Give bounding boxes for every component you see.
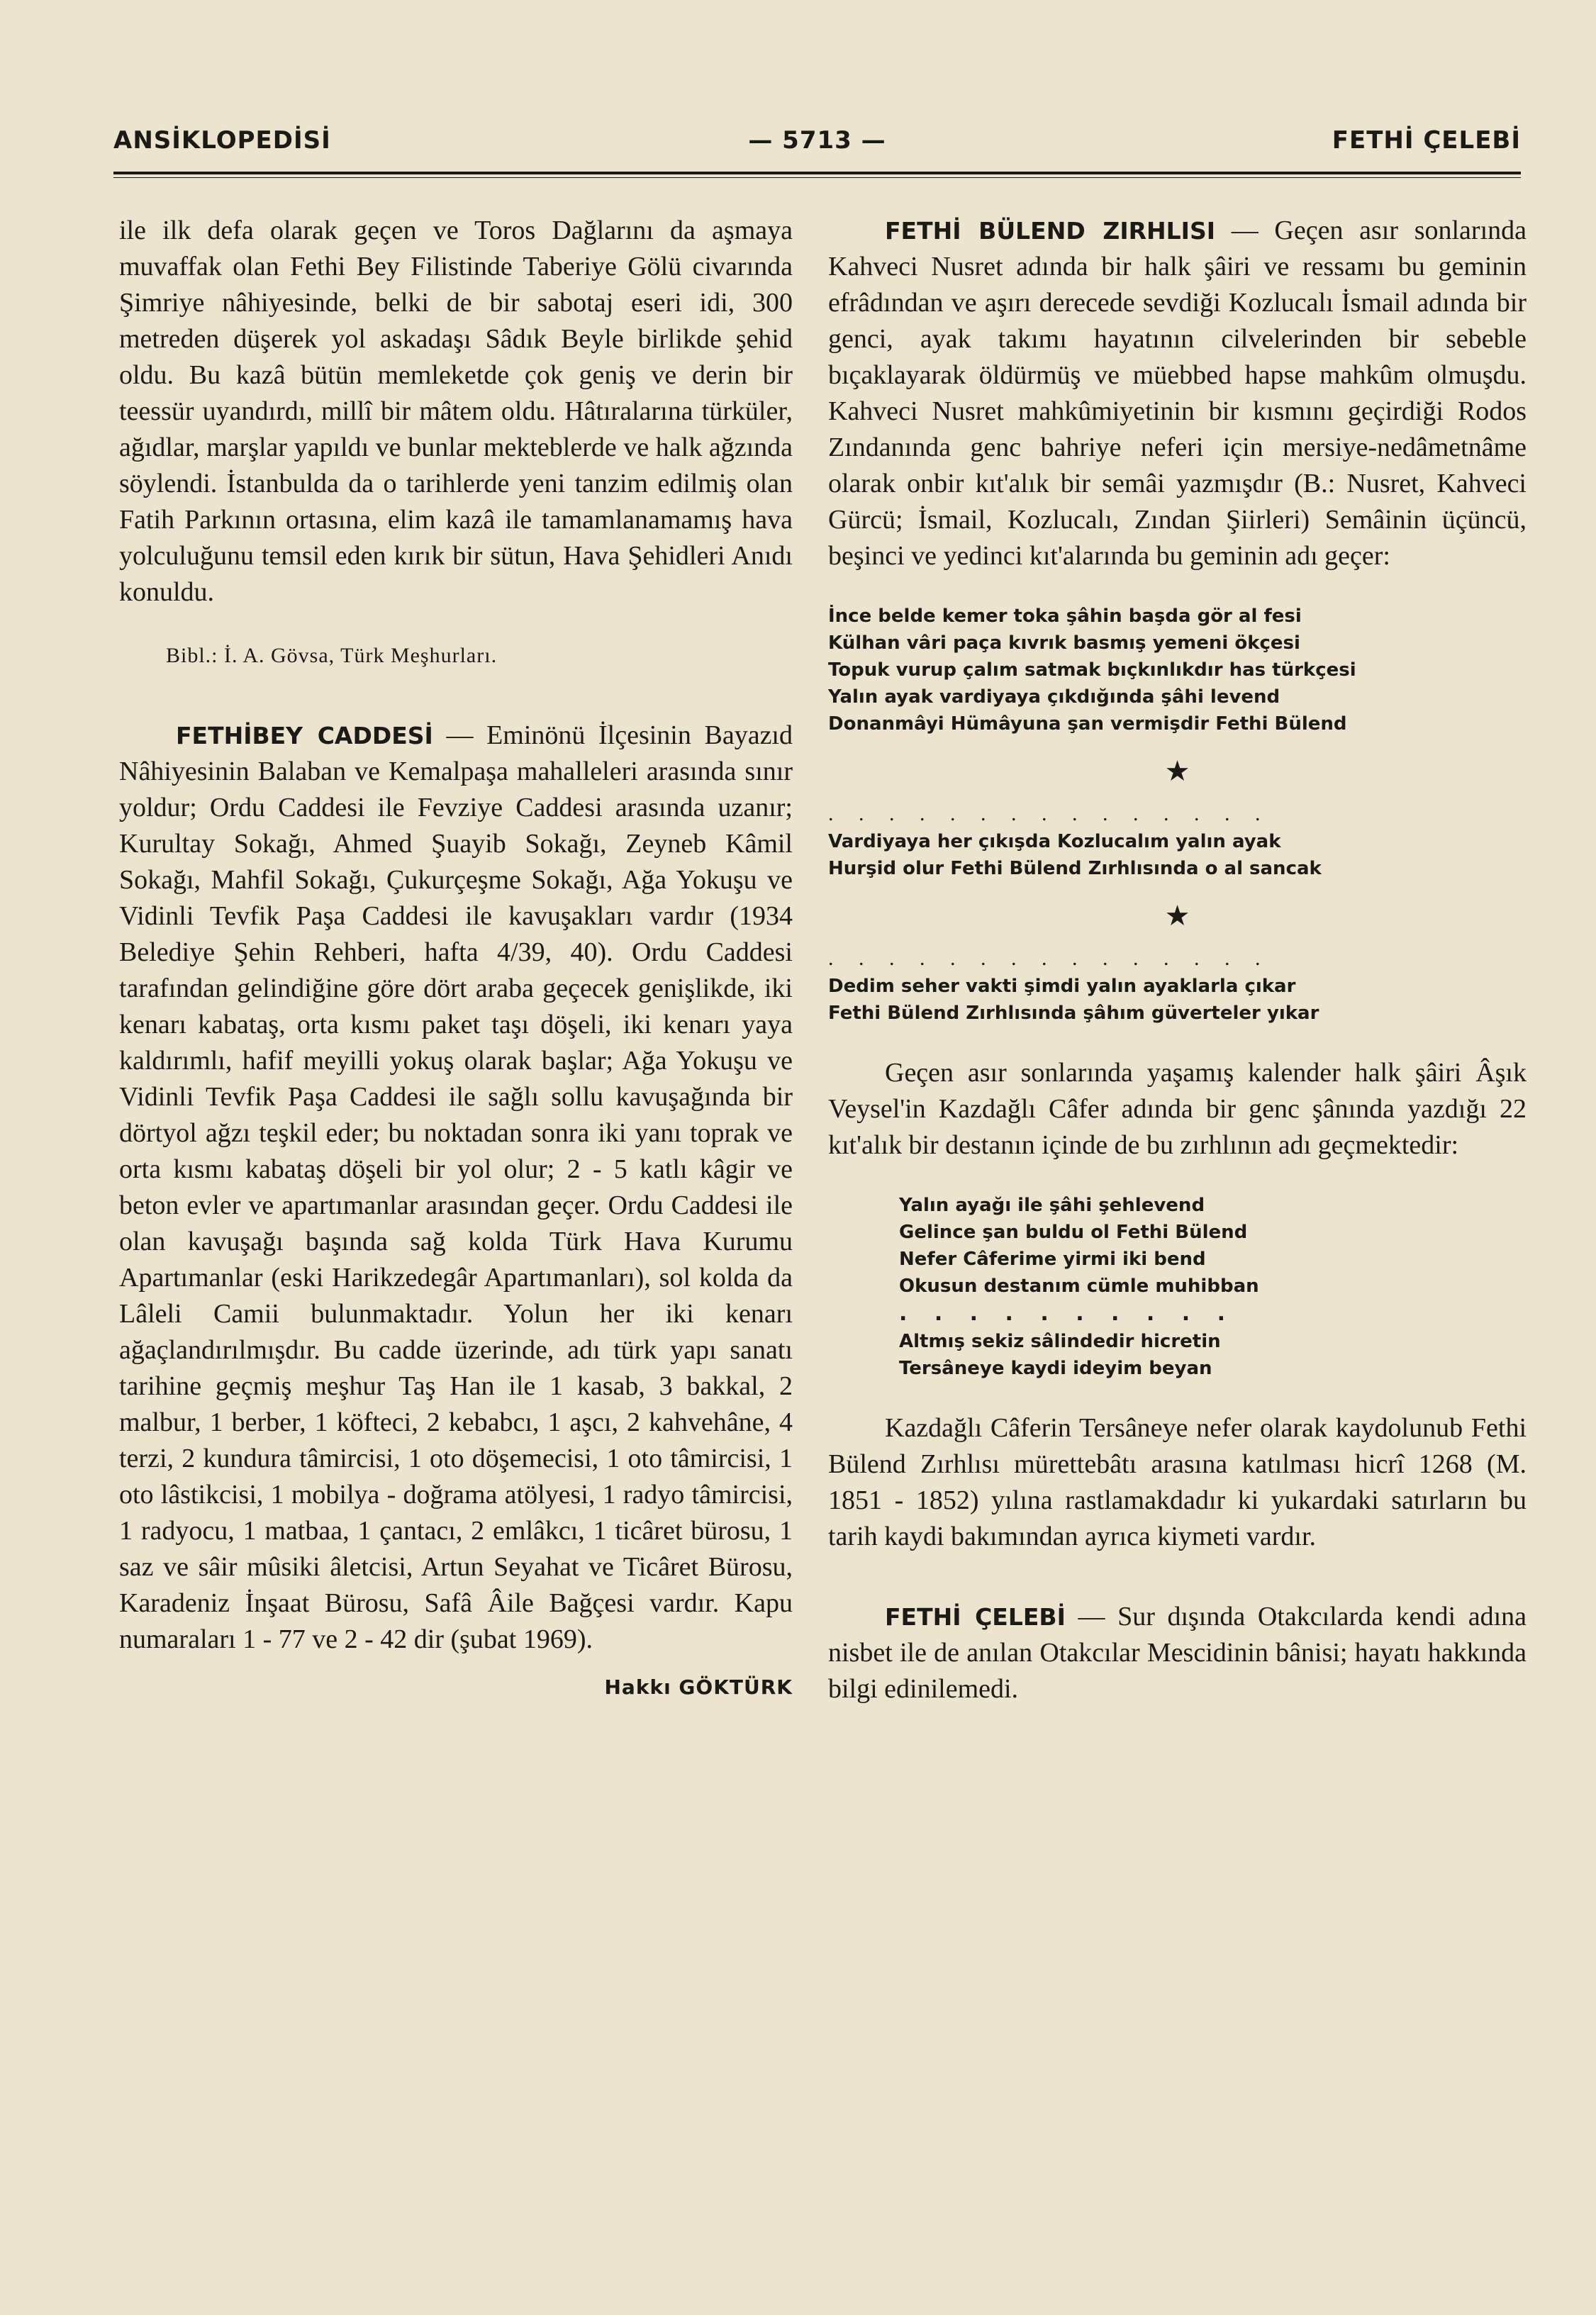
entry-title: FETHİBEY CADDESİ bbox=[176, 722, 433, 749]
verse-line: Hurşid olur Fethi Bülend Zırhlısında o al sancak bbox=[828, 858, 1322, 879]
header-right: FETHİ ÇELEBİ bbox=[1332, 126, 1521, 155]
verse-line: Nefer Câferime yirmi iki bend bbox=[899, 1249, 1206, 1270]
fethi-bulend-entry bbox=[828, 213, 1527, 574]
header-left: ANSİKLOPEDİSİ bbox=[113, 126, 331, 155]
verse-block-4 bbox=[899, 1192, 1527, 1382]
verse-block-2 bbox=[828, 828, 1527, 882]
ellipsis-dots: . . . . . . . . . . bbox=[899, 1301, 1235, 1326]
verse-line: Donanmâyi Hümâyuna şan vermişdir Fethi Bülend bbox=[828, 713, 1347, 735]
author-signature: Hakkı GÖKTÜRK bbox=[604, 1675, 793, 1699]
bibliography: Bibl.: İ. A. Gövsa, Türk Meşhurları. bbox=[166, 644, 498, 667]
entry-text: — Eminönü İlçesinin Bayazıd Nâhiyesinin Balaban ve Kemalpaşa mahalleleri arasında sınır yoldur; Ordu Caddesi ile Fevziye Caddesi arasında uzanır; Kurultay Sokağı, Ahmed Şuayib Sokağı, Zeyneb Kâmil Sokağı, Mahfil Sokağı, Çukurçeşme Sokağı, Ağa Yokuşu ve Vidinli Tevfik Paşa Caddesi ile kavuşakları vardır (1934 Belediye Şehin Rehberi, hafta 4/39, 40). Ordu Caddesi tarafından gelindiğine göre dört araba geçecek genişlikde, iki kenarı kabataş, orta kısmı paket taşı döşeli, iki kenarı yaya kaldırımlı, hafif meyilli yokuş olarak başlar; Ağa Yokuşu ve Vidinli Tevfik Paşa Caddesi ile sağlı sollu kavuşağında bir dörtyol ağzı teşkil eder; bu noktadan sonra iki yanı toprak ve orta kısmı kabataş döşeli bir yol olur; 2 - 5 katlı kâgir ve beton evler ve apartımanlar arasından geçer. Ordu Caddesi ile olan kavuşağı başında sağ kolda Türk Hava Kurumu Apartımanlar (eski Harikzedegâr Apartımanları), sol kolda da Lâleli Camii bulunmaktadır. Yolun her iki kenarı ağaçlandırılmışdır. Bu cadde üzerinde, adı türk yapı sanatı tarihine geçmiş meşhur Taş Han ile 1 kasab, 3 bakkal, 2 malbur, 1 berber, 1 köfteci, 2 kebabcı, 1 aşcı, 2 kahvehâne, 4 terzi, 2 kundura tâmircisi, 1 oto döşemecisi, 1 oto tâmircisi, 1 oto lâstikcisi, 1 mobilya - doğrama atölyesi, 1 radyo tâmircisi, 1 radyocu, 1 matbaa, 1 çantacı, 2 emlâkcı, 1 ticâret bürosu, 1 saz ve sâir mûsiki âletcisi, Artun Seyahat ve Ticâret Bürosu, Karadeniz İnşaat Bürosu, Safâ Âile Bağçesi vardır. Kapu numaraları 1 - 77 ve 2 - 42 dir (şubat 1969). bbox=[119, 720, 793, 1654]
verse-line: Yalın ayağı ile şâhi şehlevend bbox=[899, 1195, 1205, 1216]
verse-line: Külhan vâri paça kıvrık basmış yemeni ökçesi bbox=[828, 632, 1300, 654]
verse-line: Gelince şan buldu ol Fethi Bülend bbox=[899, 1222, 1248, 1243]
verse-line: Fethi Bülend Zırhlısında şâhım güverteler yıkar bbox=[828, 1003, 1319, 1024]
page-number: — 5713 — bbox=[748, 126, 886, 155]
running-header bbox=[113, 126, 1521, 169]
verse-block-1 bbox=[828, 603, 1527, 737]
header-rule bbox=[113, 172, 1521, 174]
fethi-celebi-entry bbox=[828, 1599, 1527, 1707]
verse-line: Tersâneye kaydi ideyim beyan bbox=[899, 1358, 1212, 1379]
star-separator: ★ bbox=[1164, 900, 1190, 932]
entry-title: FETHİ ÇELEBİ bbox=[885, 1603, 1066, 1631]
fethibey-caddesi-entry bbox=[119, 718, 793, 1658]
verse-line: Yalın ayak vardiyaya çıkdığında şâhi levend bbox=[828, 686, 1280, 708]
verse-block-3 bbox=[828, 973, 1527, 1027]
verse-line: Topuk vurup çalım satmak bıçkınlıkdır has türkçesi bbox=[828, 659, 1356, 681]
entry-text: — Geçen asır sonlarında Kahveci Nusret adında bir halk şâiri ve ressamı bu geminin efrâdından ve aşırı derecede sevdiği Kozlucalı İsmail adında bir genci, ayak takımı hayatının cilvelerinden bir sebeble bıçaklayarak öldürmüş ve müebbed hapse mahkûm olmuşdu. Kahveci Nusret mahkûmiyetinin bir kısmını geçirdiği Rodos Zındanında genc bahriye neferi için mersiye-nedâmetnâme olarak onbir kıt'alık bir semâi yazmışdır (B.: Nusret, Kahveci Gürcü; İsmail, Kozlucalı, Zından Şiirleri) Semâinin üçüncü, beşinci ve yedinci kıt'alarında bu geminin adı geçer: bbox=[828, 216, 1527, 571]
verse-line: Okusun destanım cümle muhibban bbox=[899, 1276, 1259, 1297]
left-column bbox=[119, 213, 793, 1705]
entry-text: — Sur dışında Otakcılarda kendi adına nisbet ile de anılan Otakcılar Mescidinin bânisi; hayatı hakkında bilgi edinilemedi. bbox=[828, 1602, 1527, 1704]
right-column bbox=[828, 213, 1527, 1707]
verse-line: Altmış sekiz sâlindedir hicretin bbox=[899, 1331, 1221, 1352]
verse-line: İnce belde kemer toka şâhin başda gör al fesi bbox=[828, 606, 1302, 627]
ellipsis-dots: . . . . . . . . . . . . . . . bbox=[828, 802, 1271, 825]
verse-line: Dedim seher vakti şimdi yalın ayaklarla çıkar bbox=[828, 976, 1296, 997]
paragraph-kazdagli-cafer: Kazdağlı Câferin Tersâneye nefer olarak kaydolunub Fethi Bülend Zırhlısı mürettebâtı arasına katılması hicrî 1268 (M. 1851 - 1852) yılına rastlamakdadır ki yukardaki satırların bu tarih kaydi bakımından ayrıca kiymeti vardır. bbox=[828, 1413, 1527, 1551]
verse-line: Vardiyaya her çıkışda Kozlucalım yalın ayak bbox=[828, 831, 1281, 852]
header-rule-thin bbox=[113, 177, 1521, 178]
intro-paragraph: ile ilk defa olarak geçen ve Toros Dağlarını da aşmaya muvaffak olan Fethi Bey Filistinde Taberiye Gölü civarında Şimriye nâhiyesinde, belki de bir sabotaj eseri idi, 300 metreden düşerek yol askadaşı Sâdık Beyle birlikde şehid oldu. Bu kazâ bütün memleketde çok geniş ve derin bir teessür uyandırdı, millî bir mâtem oldu. Hâtıralarına türküler, ağıdlar, marşlar yapıldı ve bunlar mekteblerde ve halk ağzında söylendi. İstanbulda da o tarihlerde yeni tanzim edilmiş olan Fatih Parkının ortasına, elim kazâ ile tamamlanamamış hava yolculuğunu temsil eden kırık bir sütun, Hava Şehidleri Anıdı konuldu. bbox=[119, 216, 793, 607]
star-separator: ★ bbox=[1164, 755, 1190, 787]
ellipsis-dots: . . . . . . . . . . . . . . . bbox=[828, 947, 1271, 970]
paragraph-asik-veysel: Geçen asır sonlarında yaşamış kalender halk şâiri Âşık Veysel'in Kazdağlı Câfer adında bir genc şânında yazdığı 22 kıt'alık bir destanın içinde de bu zırhlının adı geçmektedir: bbox=[828, 1058, 1527, 1160]
entry-title: FETHİ BÜLEND ZIRHLISI bbox=[885, 217, 1215, 245]
